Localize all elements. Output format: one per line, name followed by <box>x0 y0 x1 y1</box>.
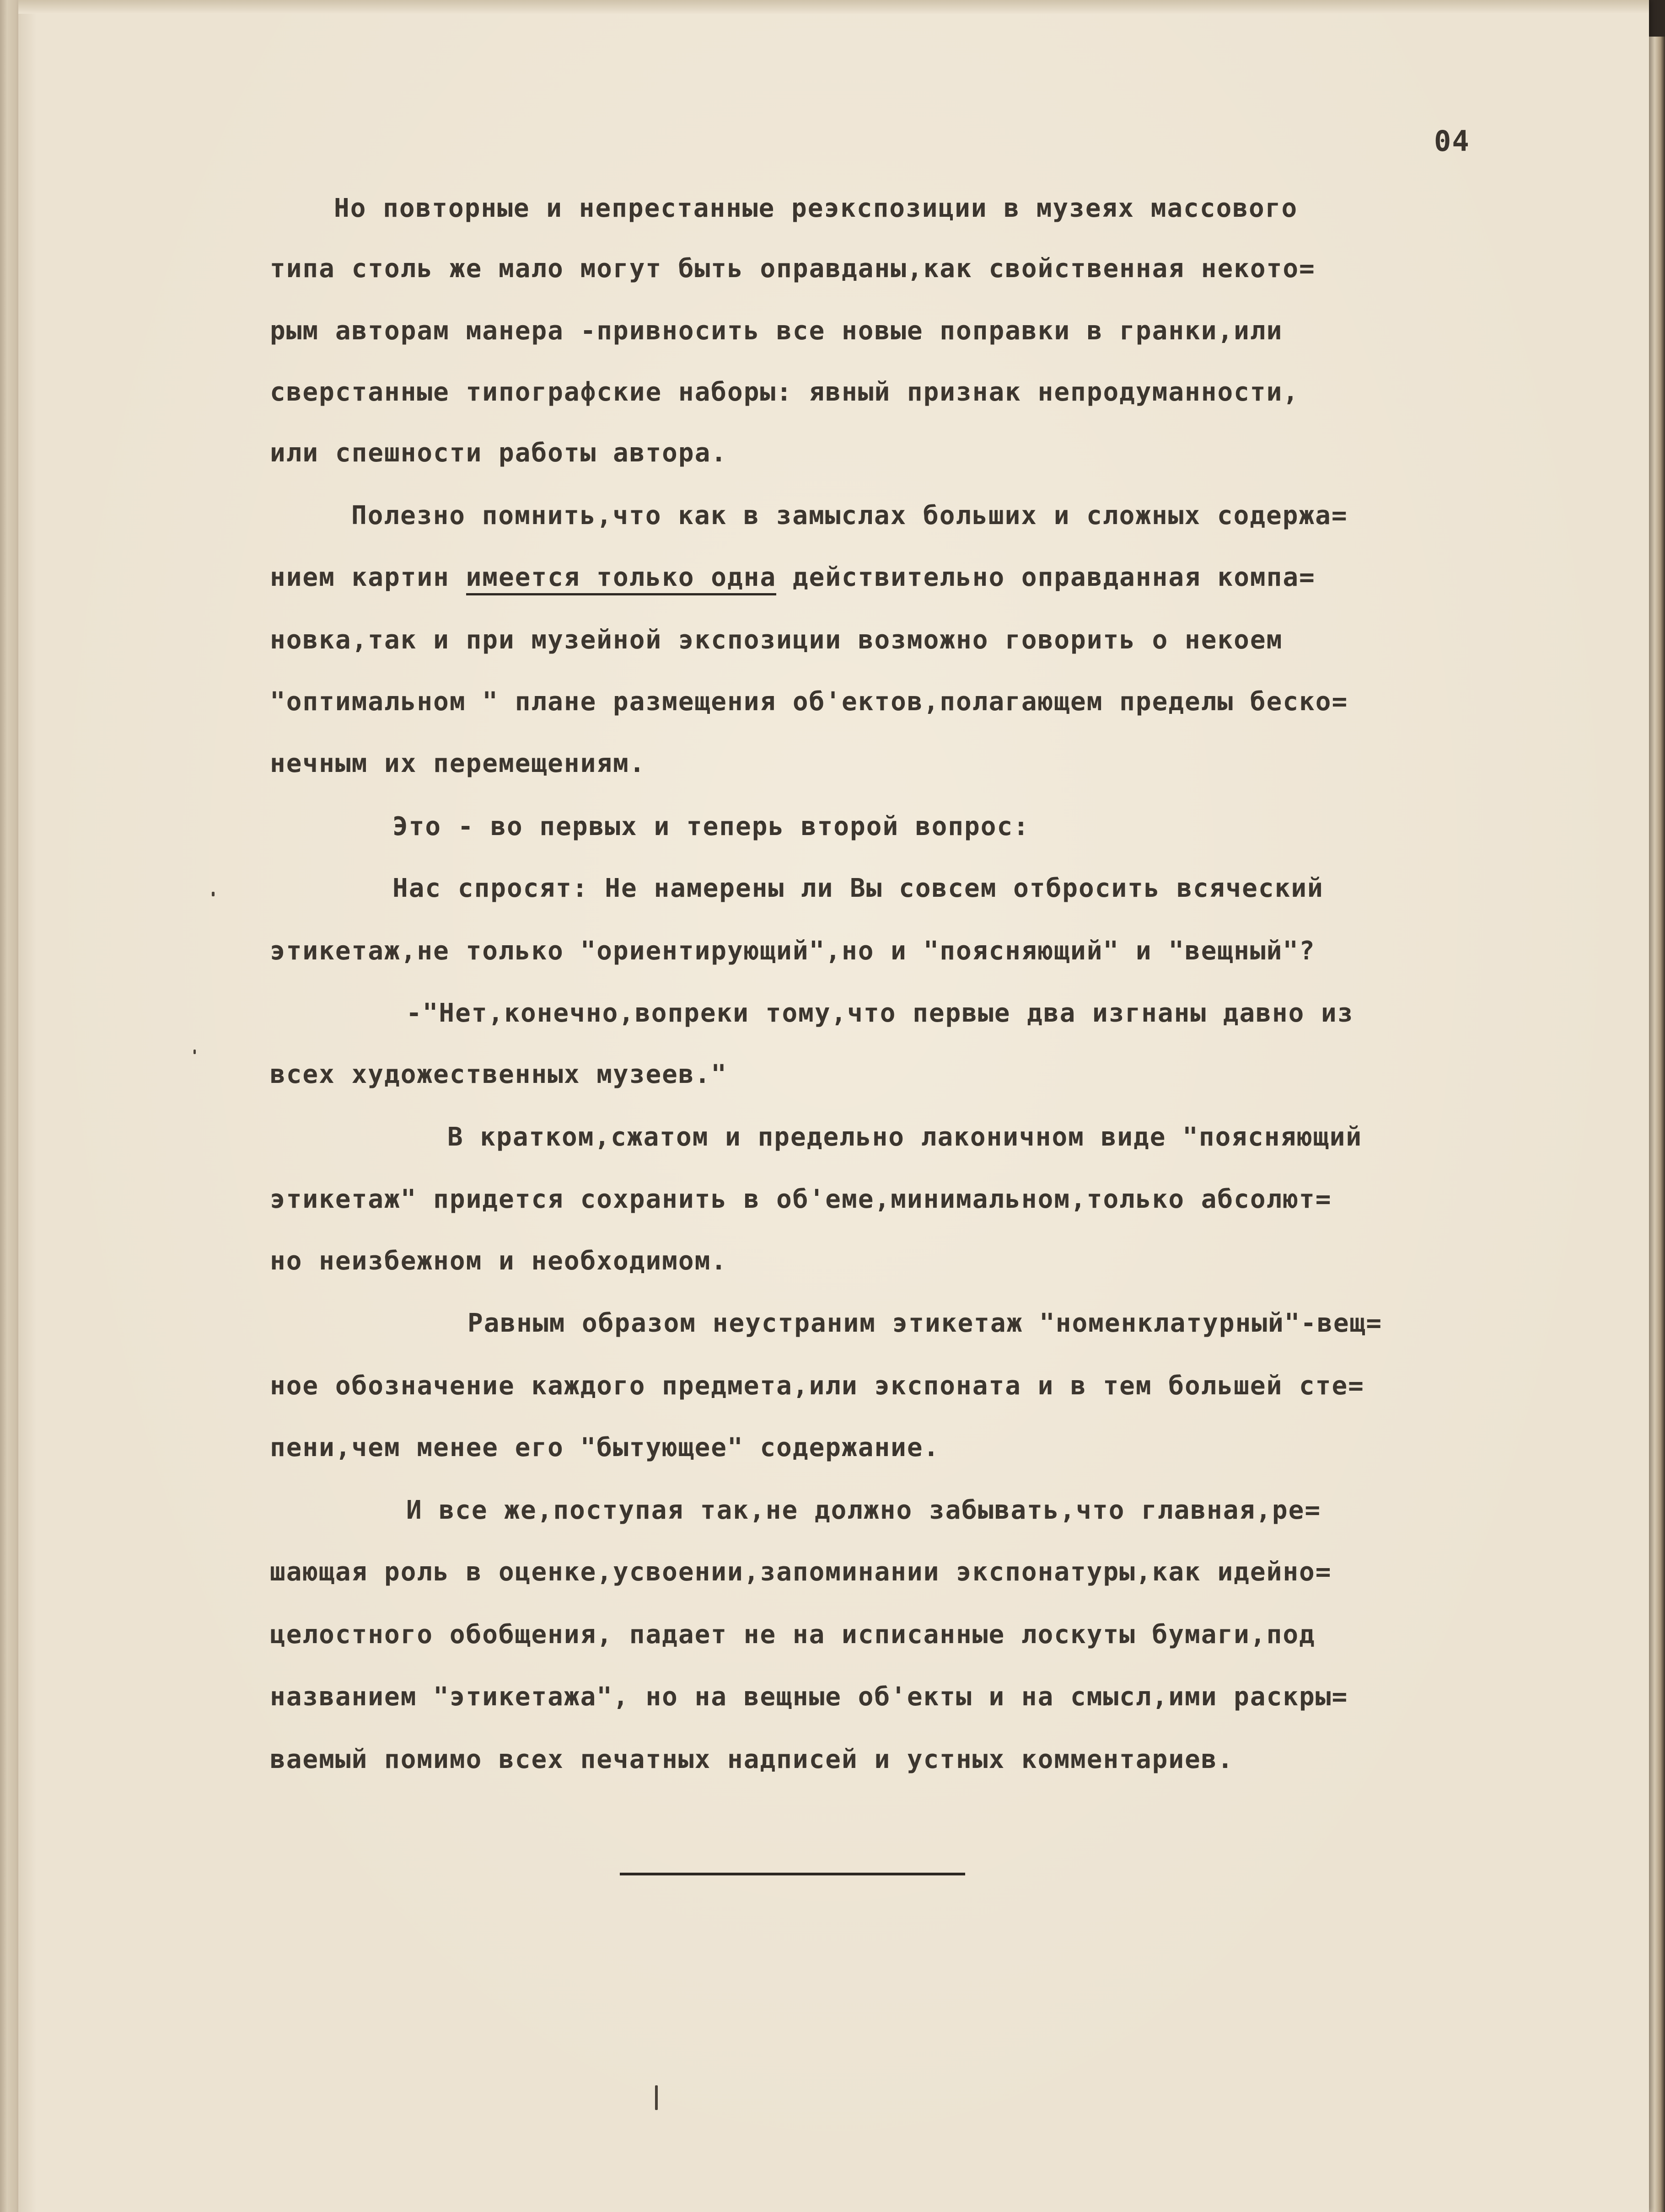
ink-mark <box>655 2085 658 2110</box>
text-line: но неизбежном и необходимом. <box>270 1246 728 1276</box>
text-line: нием картин имеется только одна действительно оправданная компа= <box>270 565 1316 590</box>
text-line: Полезно помнить,что как в замыслах больших и сложных содержа= <box>351 501 1348 530</box>
text-line: типа столь же мало могут быть оправданы,как свойственная некото= <box>270 254 1316 284</box>
text-line: целостного обобщения, падает не на исписанные лоскуты бумаги,под <box>270 1620 1316 1650</box>
ink-mark <box>193 1050 196 1054</box>
text-line: этикетаж" придется сохранить в об'еме,минимальном,только абсолют= <box>270 1184 1332 1214</box>
text-line: нечным их перемещениям. <box>270 749 646 778</box>
sheet-top-shadow <box>18 0 1649 14</box>
binding-edge <box>0 0 18 2212</box>
text-line: И все же,поступая так,не должно забывать,что главная,ре= <box>406 1495 1321 1525</box>
ink-mark <box>212 892 215 896</box>
text-line: "оптимальном " плане размещения об'ектов,полагающем пределы беско= <box>270 687 1348 717</box>
closing-rule <box>620 1873 965 1875</box>
text-line: В кратком,сжатом и предельно лаконичном виде "поясняющий <box>447 1122 1363 1152</box>
page-number: 04 <box>1434 124 1470 158</box>
text-line: -"Нет,конечно,вопреки тому,что первые два изгнаны давно из <box>406 998 1354 1028</box>
text-line: новка,так и при музейной экспозиции возможно говорить о некоем <box>270 625 1283 655</box>
text-line: Равным образом неустраним этикетаж "номенклатурный"-вещ= <box>467 1308 1383 1338</box>
underlined-phrase: имеется только одна <box>466 562 777 595</box>
text-line: Это - во первых и теперь второй вопрос: <box>392 812 1030 841</box>
text-line: ное обозначение каждого предмета,или экспоната и в тем большей сте= <box>270 1371 1364 1401</box>
text-line: Нас спросят: Не намерены ли Вы совсем отбросить всяческий <box>392 873 1324 903</box>
text-line: названием "этикетажа", но на вещные об'екты и на смысл,ими раскры= <box>270 1682 1348 1712</box>
text-line: всех художественных музеев." <box>270 1060 728 1089</box>
text-line: Но повторные и непрестанные реэкспозиции в музеях массового <box>334 193 1298 223</box>
text-line: шающая роль в оценке,усвоении,запоминании экспонатуры,как идейно= <box>270 1557 1332 1587</box>
text-line: пени,чем менее его "бытующее" содержание. <box>270 1433 940 1462</box>
text-line: или спешности работы автора. <box>270 438 728 468</box>
text-line: сверстанные типографские наборы: явный признак непродуманности, <box>270 377 1300 407</box>
text-line: рым авторам манера -привносить все новые поправки в гранки,или <box>270 316 1283 346</box>
text-line: ваемый помимо всех печатных надписей и устных комментариев. <box>270 1745 1234 1774</box>
text-line: этикетаж,не только "ориентирующий",но и "поясняющий" и "вещный"? <box>270 936 1316 966</box>
